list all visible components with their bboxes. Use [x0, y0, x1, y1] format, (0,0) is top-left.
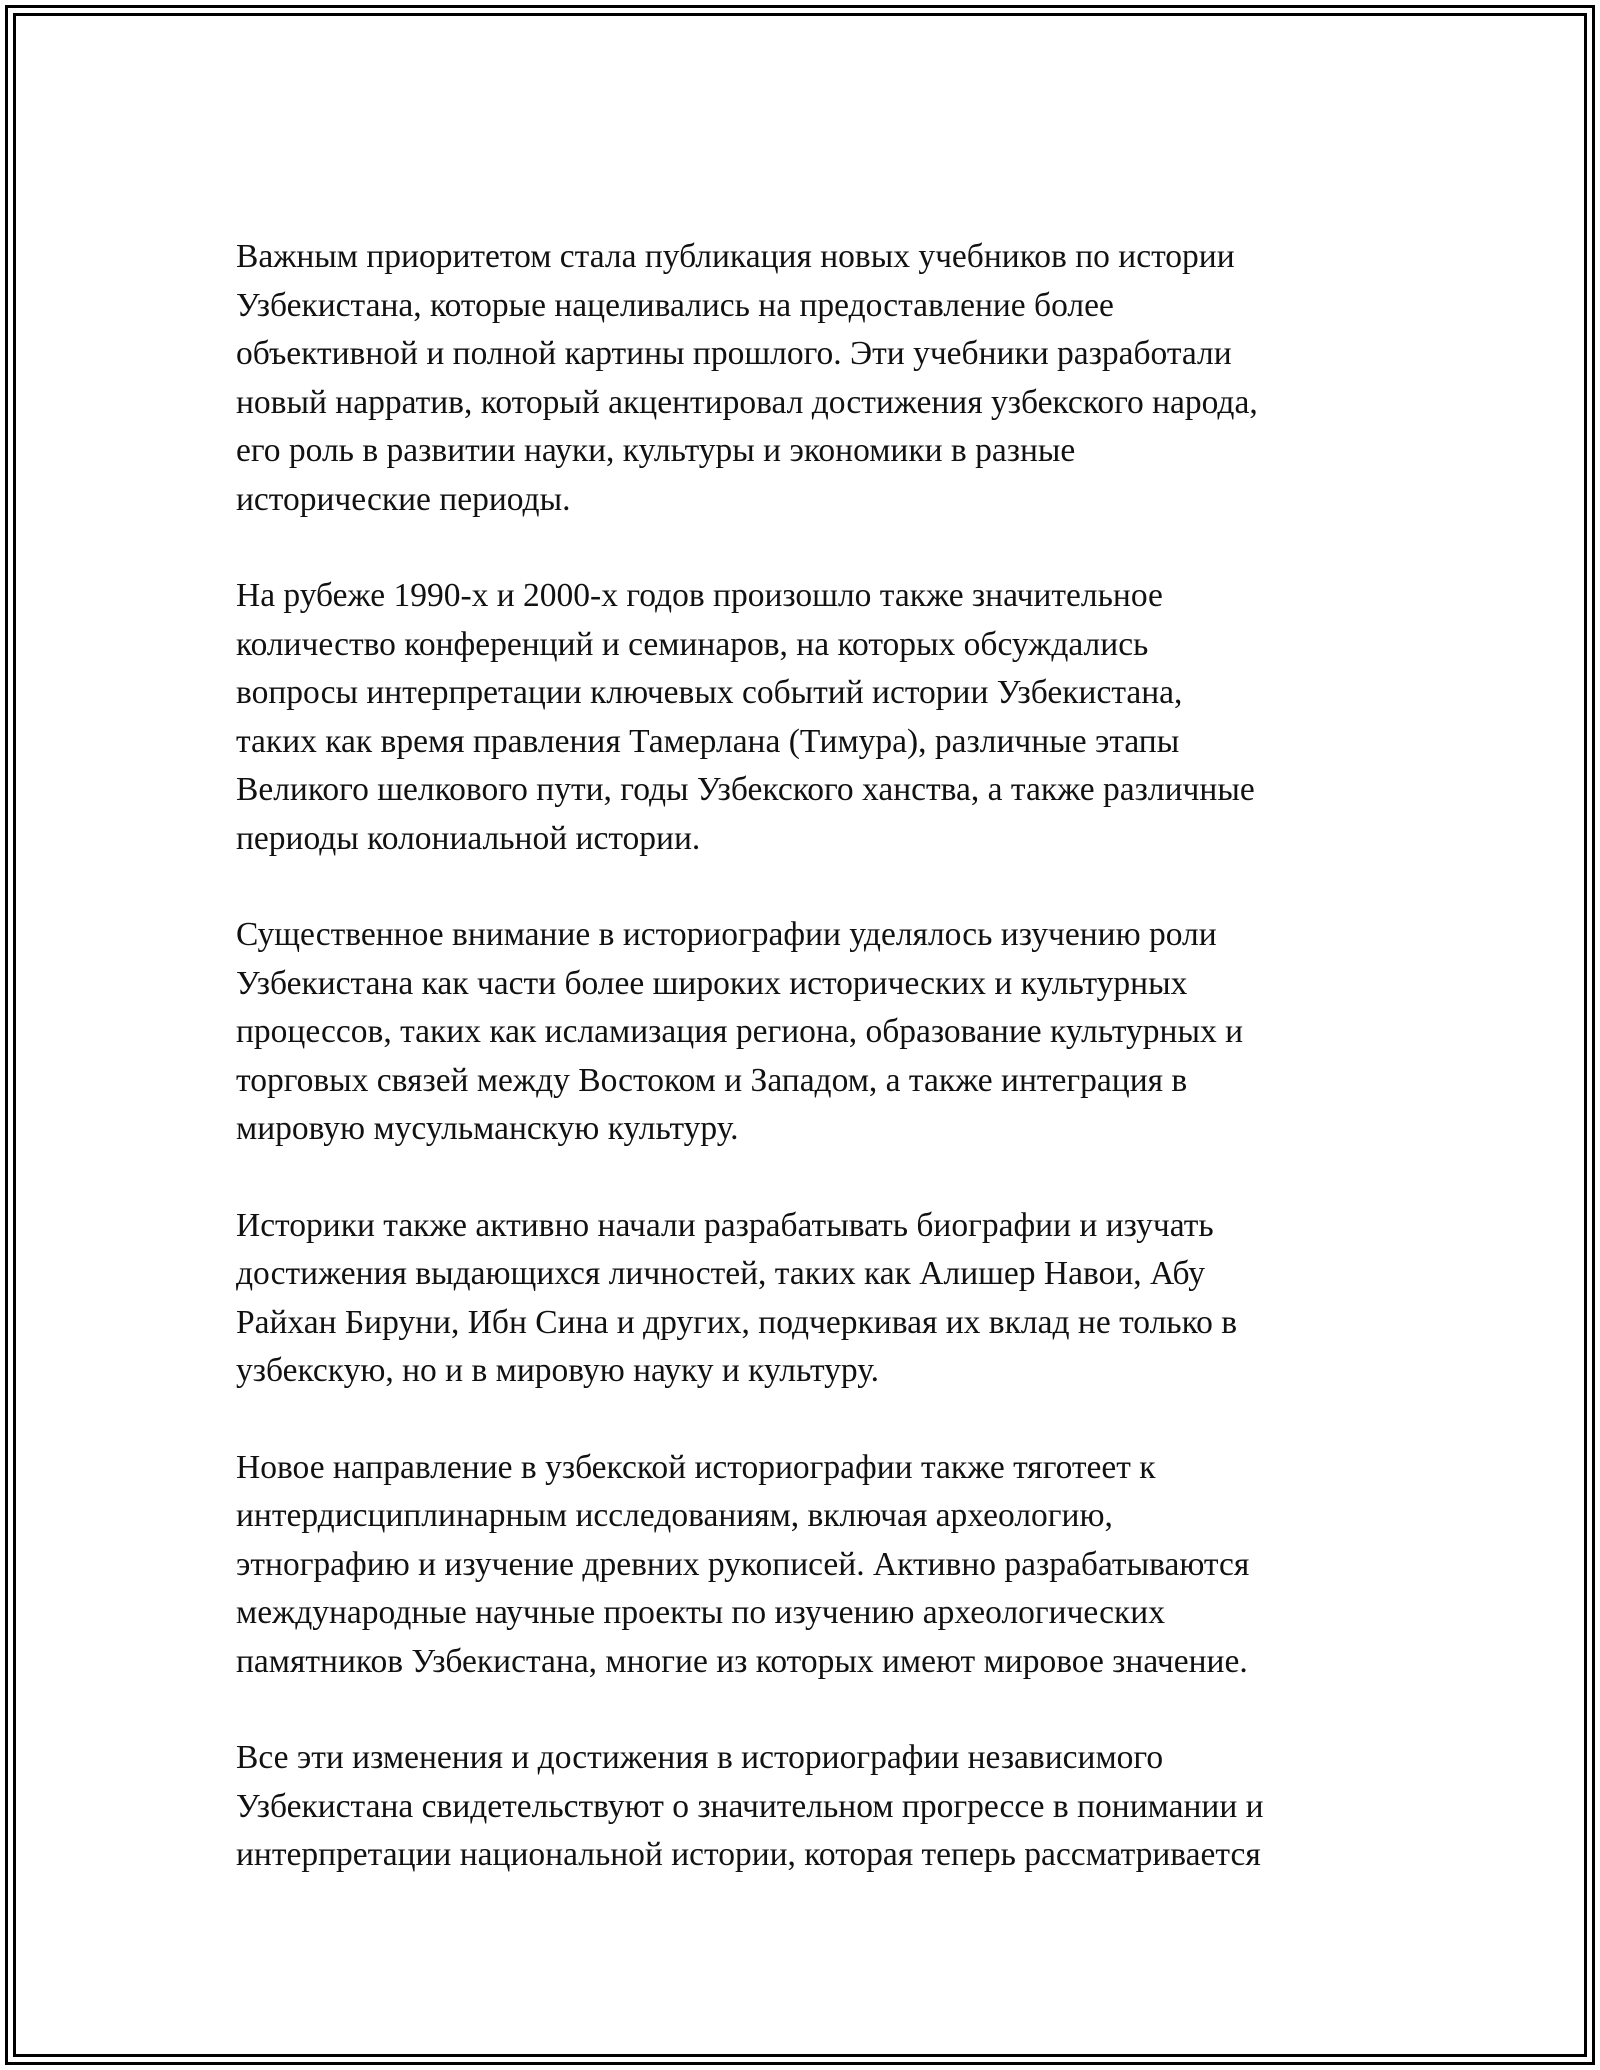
text-line: исторические периоды.	[236, 480, 571, 518]
text-line: Существенное внимание в историографии уделялось изучению роли	[236, 916, 1217, 953]
paragraph-conclusion	[236, 1734, 1416, 1880]
text-line: Все эти изменения и достижения в историографии независимого	[236, 1739, 1164, 1776]
text-line: узбекскую, но и в мировую науку и культуру.	[236, 1352, 879, 1389]
text-line: достижения выдающихся личностей, таких как Алишер Навои, Абу	[236, 1255, 1206, 1292]
text-line: его роль в развитии науки, культуры и экономики в разные	[236, 432, 1076, 469]
text-line: вопросы интерпретации ключевых событий истории Узбекистана,	[236, 674, 1183, 711]
text-line: торговых связей между Востоком и Западом, а также интеграция в	[236, 1061, 1188, 1099]
text-line: мировую мусульманскую культуру.	[236, 1110, 739, 1147]
paragraph-interdisciplinary	[236, 1444, 1416, 1687]
paragraph-biographies	[236, 1202, 1416, 1396]
paragraph-textbooks	[236, 233, 1416, 524]
text-line: Историки также активно начали разрабатывать биографии и изучать	[236, 1206, 1214, 1244]
document-body	[236, 233, 1416, 1928]
text-line: Узбекистана, которые нацеливались на предоставление более	[236, 286, 1114, 324]
text-line: памятников Узбекистана, многие из которых имеют мировое значение.	[236, 1642, 1248, 1680]
text-line: объективной и полной картины прошлого. Эти учебники разработали	[236, 335, 1232, 372]
text-line: процессов, таких как исламизация региона, образование культурных и	[236, 1013, 1244, 1050]
text-line: Узбекистана свидетельствуют о значительном прогрессе в понимании и	[236, 1787, 1264, 1825]
text-line: Великого шелкового пути, годы Узбекского ханства, а также различные	[236, 771, 1255, 808]
text-line: На рубеже 1990-х и 2000-х годов произошло также значительное	[236, 577, 1163, 614]
text-line: Узбекистана как части более широких исторических и культурных	[236, 964, 1188, 1002]
text-line: таких как время правления Тамерлана (Тимура), различные этапы	[236, 722, 1180, 760]
text-line: Важным приоритетом стала публикация новых учебников по истории	[236, 238, 1235, 275]
text-line: Новое направление в узбекской историографии также тяготеет к	[236, 1448, 1156, 1486]
paragraph-broader-processes	[236, 911, 1416, 1154]
text-line: Райхан Бируни, Ибн Сина и других, подчеркивая их вклад не только в	[236, 1303, 1238, 1341]
text-line: этнографию и изучение древних рукописей. Активно разрабатываются	[236, 1545, 1250, 1583]
text-line: периоды колониальной истории.	[236, 819, 701, 857]
text-line: интерпретации национальной истории, которая теперь рассматривается	[236, 1836, 1261, 1873]
text-line: новый нарратив, который акцентировал достижения узбекского народа,	[236, 383, 1258, 421]
text-line: количество конференций и семинаров, на которых обсуждались	[236, 625, 1149, 663]
text-line: международные научные проекты по изучению археологических	[236, 1594, 1165, 1631]
paragraph-conferences	[236, 572, 1416, 863]
text-line: интердисциплинарным исследованиям, включая археологию,	[236, 1497, 1113, 1534]
